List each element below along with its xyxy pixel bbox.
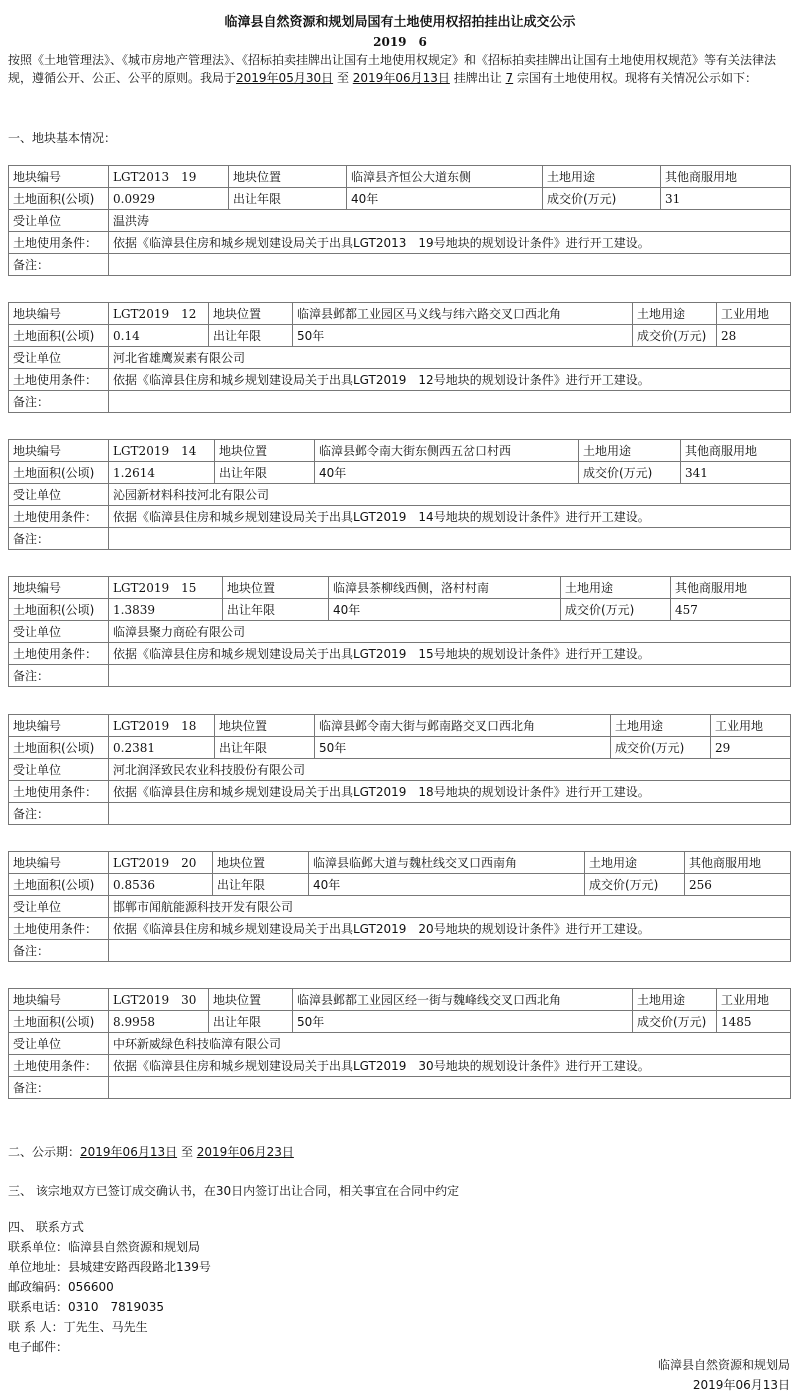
price-label: 成交价(万元)	[585, 874, 685, 896]
area-value: 0.2381	[109, 737, 215, 759]
area-label: 土地面积(公顷)	[9, 874, 109, 896]
area-label: 土地面积(公顷)	[9, 188, 109, 210]
buyer-label: 受让单位	[9, 1033, 109, 1055]
plot-table	[8, 302, 791, 413]
remark-label: 备注：	[9, 1077, 109, 1099]
remark-value	[109, 254, 791, 276]
land-use-label: 土地用途	[543, 166, 661, 188]
remark-label: 备注：	[9, 254, 109, 276]
plot-count: 7	[505, 71, 514, 85]
plot-row-remark	[9, 391, 791, 413]
plot-no-label: 地块编号	[9, 440, 109, 462]
location-value: 临漳县邺都工业园区马义线与纬六路交叉口西北角	[293, 303, 633, 325]
plot-row-condition	[9, 918, 791, 940]
plot-no-value: LGT2019 14	[109, 440, 215, 462]
area-label: 土地面积(公顷)	[9, 325, 109, 347]
price-label: 成交价(万元)	[611, 737, 711, 759]
plot-row-deal	[9, 599, 791, 621]
plot-no-value: LGT2019 15	[109, 577, 223, 599]
plot-row-basic	[9, 577, 791, 599]
remark-value	[109, 940, 791, 962]
plot-no-label: 地块编号	[9, 715, 109, 737]
plot-row-basic	[9, 852, 791, 874]
area-value: 0.8536	[109, 874, 213, 896]
publicity-to: 至	[180, 1145, 193, 1159]
plot-row-deal	[9, 462, 791, 484]
buyer-value: 邯郸市闻航能源科技开发有限公司	[109, 896, 791, 918]
contact-address: 单位地址：县城建安路西段路北139号	[8, 1260, 211, 1274]
term-value: 40年	[309, 874, 585, 896]
remark-value	[109, 665, 791, 687]
location-value: 临漳县临邺大道与魏杜线交叉口西南角	[309, 852, 585, 874]
land-use-value: 工业用地	[711, 715, 791, 737]
term-label: 出让年限	[209, 1011, 293, 1033]
plot-table	[8, 851, 791, 962]
term-label: 出让年限	[215, 737, 315, 759]
plot-row-basic	[9, 166, 791, 188]
condition-label: 土地使用条件：	[9, 643, 109, 665]
plot-no-label: 地块编号	[9, 577, 109, 599]
location-value: 临漳县邺令南大街与邺南路交叉口西北角	[315, 715, 611, 737]
plot-no-value: LGT2019 30	[109, 989, 209, 1011]
buyer-label: 受让单位	[9, 484, 109, 506]
condition-value: 依据《临漳县住房和城乡规划建设局关于出具LGT2013 19号地块的规划设计条件》进行开工建设。	[109, 232, 791, 254]
price-label: 成交价(万元)	[633, 1011, 717, 1033]
plot-row-condition	[9, 781, 791, 803]
land-use-label: 土地用途	[585, 852, 685, 874]
term-value: 50年	[293, 1011, 633, 1033]
plot-row-remark	[9, 803, 791, 825]
intro-text-3: 挂牌出让	[453, 71, 502, 85]
condition-label: 土地使用条件：	[9, 918, 109, 940]
land-use-label: 土地用途	[561, 577, 671, 599]
plot-row-buyer	[9, 1033, 791, 1055]
plot-row-buyer	[9, 759, 791, 781]
plot-row-remark	[9, 940, 791, 962]
area-value: 8.9958	[109, 1011, 209, 1033]
buyer-value: 温洪涛	[109, 210, 791, 232]
contact-postcode: 邮政编码：056600	[8, 1280, 114, 1294]
plot-row-deal	[9, 737, 791, 759]
price-label: 成交价(万元)	[543, 188, 661, 210]
remark-value	[109, 528, 791, 550]
remark-value	[109, 391, 791, 413]
buyer-label: 受让单位	[9, 347, 109, 369]
notice-number: 2019 6	[373, 35, 427, 49]
buyer-value: 河北省雄鹰炭素有限公司	[109, 347, 791, 369]
price-value: 457	[671, 599, 791, 621]
plot-no-value: LGT2019 20	[109, 852, 213, 874]
term-value: 40年	[315, 462, 579, 484]
term-label: 出让年限	[213, 874, 309, 896]
plot-table	[8, 576, 791, 687]
area-value: 1.3839	[109, 599, 223, 621]
area-label: 土地面积(公顷)	[9, 599, 109, 621]
plot-row-condition	[9, 643, 791, 665]
plot-no-label: 地块编号	[9, 303, 109, 325]
buyer-value: 沁园新材料科技河北有限公司	[109, 484, 791, 506]
notice-title: 临漳县自然资源和规划局国有土地使用权招拍挂出让成交公示	[224, 15, 576, 30]
intro-paragraph	[8, 51, 792, 87]
condition-value: 依据《临漳县住房和城乡规划建设局关于出具LGT2019 20号地块的规划设计条件》进行开工建设。	[109, 918, 791, 940]
term-label: 出让年限	[229, 188, 347, 210]
land-use-value: 工业用地	[717, 303, 791, 325]
land-use-label: 土地用途	[611, 715, 711, 737]
plot-row-condition	[9, 1055, 791, 1077]
land-use-value: 其他商服用地	[685, 852, 791, 874]
price-value: 29	[711, 737, 791, 759]
plot-row-remark	[9, 254, 791, 276]
buyer-label: 受让单位	[9, 759, 109, 781]
section-heading-plots: 一、地块基本情况：	[8, 131, 117, 145]
publicity-start-date: 2019年06月13日	[80, 1145, 178, 1159]
remark-label: 备注：	[9, 803, 109, 825]
contact-person: 联 系 人：丁先生、马先生	[8, 1320, 148, 1334]
land-use-value: 其他商服用地	[671, 577, 791, 599]
term-value: 40年	[329, 599, 561, 621]
term-label: 出让年限	[209, 325, 293, 347]
plot-no-label: 地块编号	[9, 166, 109, 188]
condition-value: 依据《临漳县住房和城乡规划建设局关于出具LGT2019 15号地块的规划设计条件》进行开工建设。	[109, 643, 791, 665]
plot-no-value: LGT2019 18	[109, 715, 215, 737]
plot-row-remark	[9, 1077, 791, 1099]
contract-note: 三、 该宗地双方已签订成交确认书，在30日内签订出让合同，相关事宜在合同中约定	[8, 1184, 460, 1198]
intro-text-1: 按照《土地管理法》、《城市房地产管理法》、《招标拍卖挂牌出让国有土地使用权规定》和《招标拍卖挂牌出让国有土地使用权规范》等有关法律法规，遵循公开、公正、公平的原则。我局于	[8, 53, 777, 85]
term-value: 40年	[347, 188, 543, 210]
price-value: 341	[681, 462, 791, 484]
land-use-value: 其他商服用地	[681, 440, 791, 462]
plot-row-basic	[9, 440, 791, 462]
contact-heading: 四、 联系方式	[8, 1220, 84, 1234]
plot-row-buyer	[9, 896, 791, 918]
plot-row-deal	[9, 325, 791, 347]
condition-label: 土地使用条件：	[9, 1055, 109, 1077]
plot-table	[8, 165, 791, 276]
signature-org: 临漳县自然资源和规划局	[657, 1358, 790, 1372]
location-label: 地块位置	[209, 989, 293, 1011]
condition-value: 依据《临漳县住房和城乡规划建设局关于出具LGT2019 12号地块的规划设计条件》进行开工建设。	[109, 369, 791, 391]
plot-no-value: LGT2019 12	[109, 303, 209, 325]
remark-label: 备注：	[9, 391, 109, 413]
plot-table	[8, 714, 791, 825]
land-use-label: 土地用途	[633, 303, 717, 325]
publicity-label: 二、公示期：	[8, 1145, 81, 1159]
area-value: 0.14	[109, 325, 209, 347]
signature-date: 2019年06月13日	[692, 1378, 790, 1392]
plot-row-condition	[9, 506, 791, 528]
buyer-value: 河北润泽致民农业科技股份有限公司	[109, 759, 791, 781]
plot-row-buyer	[9, 484, 791, 506]
signature-block	[658, 1355, 790, 1395]
condition-value: 依据《临漳县住房和城乡规划建设局关于出具LGT2019 14号地块的规划设计条件》进行开工建设。	[109, 506, 791, 528]
plot-row-basic	[9, 303, 791, 325]
plot-row-basic	[9, 989, 791, 1011]
area-value: 1.2614	[109, 462, 215, 484]
condition-label: 土地使用条件：	[9, 369, 109, 391]
price-label: 成交价(万元)	[579, 462, 681, 484]
publicity-end-date: 2019年06月23日	[196, 1145, 294, 1159]
term-value: 50年	[315, 737, 611, 759]
land-use-label: 土地用途	[579, 440, 681, 462]
plot-row-buyer	[9, 621, 791, 643]
listing-end-date: 2019年06月13日	[352, 71, 450, 85]
plot-row-buyer	[9, 210, 791, 232]
buyer-value: 临漳县聚力商砼有限公司	[109, 621, 791, 643]
buyer-label: 受让单位	[9, 621, 109, 643]
plot-row-deal	[9, 1011, 791, 1033]
area-value: 0.0929	[109, 188, 229, 210]
plot-no-label: 地块编号	[9, 852, 109, 874]
plot-row-condition	[9, 369, 791, 391]
price-value: 1485	[717, 1011, 791, 1033]
plot-row-deal	[9, 188, 791, 210]
land-use-value: 其他商服用地	[661, 166, 791, 188]
location-label: 地块位置	[215, 715, 315, 737]
contact-unit: 联系单位：临漳县自然资源和规划局	[8, 1240, 201, 1254]
condition-label: 土地使用条件：	[9, 232, 109, 254]
buyer-label: 受让单位	[9, 896, 109, 918]
intro-text-4: 宗国有土地使用权。现将有关情况公示如下：	[517, 71, 758, 85]
plot-row-remark	[9, 665, 791, 687]
remark-value	[109, 803, 791, 825]
area-label: 土地面积(公顷)	[9, 462, 109, 484]
plot-row-remark	[9, 528, 791, 550]
contact-phone: 联系电话：0310 7819035	[8, 1300, 164, 1314]
contact-info	[8, 1217, 211, 1357]
land-use-label: 土地用途	[633, 989, 717, 1011]
location-label: 地块位置	[229, 166, 347, 188]
location-value: 临漳县齐恒公大道东侧	[347, 166, 543, 188]
plot-table	[8, 988, 791, 1099]
location-label: 地块位置	[223, 577, 329, 599]
location-label: 地块位置	[209, 303, 293, 325]
price-value: 31	[661, 188, 791, 210]
listing-start-date: 2019年05月30日	[236, 71, 334, 85]
price-value: 28	[717, 325, 791, 347]
remark-label: 备注：	[9, 665, 109, 687]
remark-value	[109, 1077, 791, 1099]
plot-row-deal	[9, 874, 791, 896]
location-label: 地块位置	[215, 440, 315, 462]
plot-no-label: 地块编号	[9, 989, 109, 1011]
contact-email: 电子邮件：	[8, 1340, 69, 1354]
location-value: 临漳县茶柳线西侧，洛村村南	[329, 577, 561, 599]
plot-row-condition	[9, 232, 791, 254]
condition-label: 土地使用条件：	[9, 506, 109, 528]
term-value: 50年	[293, 325, 633, 347]
area-label: 土地面积(公顷)	[9, 1011, 109, 1033]
price-label: 成交价(万元)	[633, 325, 717, 347]
location-label: 地块位置	[213, 852, 309, 874]
condition-value: 依据《临漳县住房和城乡规划建设局关于出具LGT2019 18号地块的规划设计条件》进行开工建设。	[109, 781, 791, 803]
condition-value: 依据《临漳县住房和城乡规划建设局关于出具LGT2019 30号地块的规划设计条件》进行开工建设。	[109, 1055, 791, 1077]
location-value: 临漳县邺都工业园区经一街与魏峰线交叉口西北角	[293, 989, 633, 1011]
plot-table	[8, 439, 791, 550]
remark-label: 备注：	[9, 528, 109, 550]
term-label: 出让年限	[223, 599, 329, 621]
term-label: 出让年限	[215, 462, 315, 484]
publicity-period	[8, 1143, 294, 1160]
plot-row-basic	[9, 715, 791, 737]
intro-text-2: 至	[336, 71, 349, 85]
buyer-label: 受让单位	[9, 210, 109, 232]
plot-row-buyer	[9, 347, 791, 369]
location-value: 临漳县邺令南大街东侧西五岔口村西	[315, 440, 579, 462]
land-use-value: 工业用地	[717, 989, 791, 1011]
area-label: 土地面积(公顷)	[9, 737, 109, 759]
plot-no-value: LGT2013 19	[109, 166, 229, 188]
price-value: 256	[685, 874, 791, 896]
price-label: 成交价(万元)	[561, 599, 671, 621]
buyer-value: 中环新威绿色科技临漳有限公司	[109, 1033, 791, 1055]
remark-label: 备注：	[9, 940, 109, 962]
condition-label: 土地使用条件：	[9, 781, 109, 803]
